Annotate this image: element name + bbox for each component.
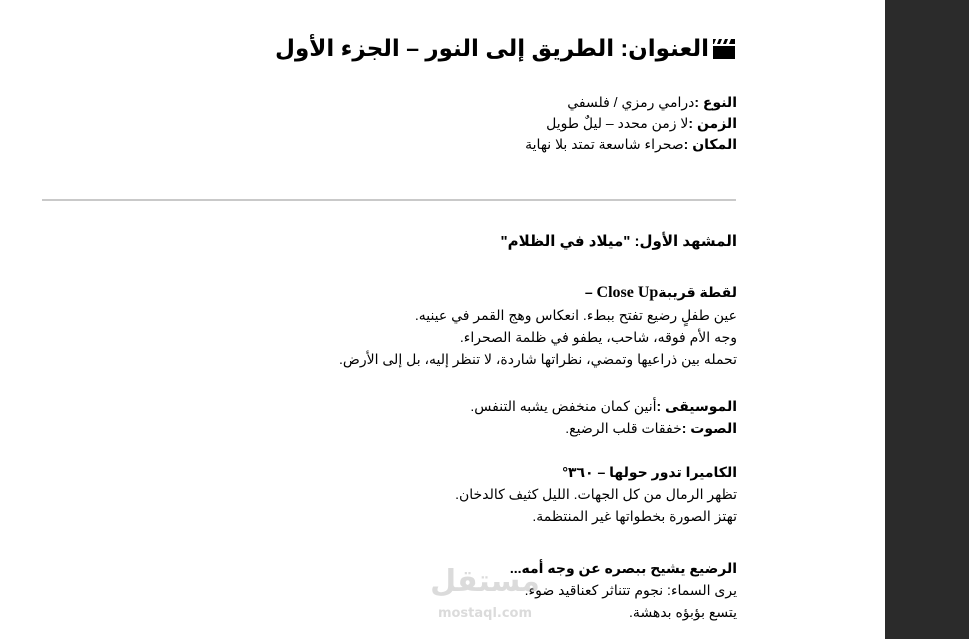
camera-heading: الكاميرا تدور حولها – ٣٦٠°	[562, 464, 737, 480]
shot-section	[339, 281, 737, 370]
shot-line: عين طفلٍ رضيع تفتح ببطء. انعكاس وهج القمر في عينيه.	[414, 307, 737, 323]
shot-heading-arabic: لقطة قريبة	[658, 284, 737, 300]
music-value: أنين كمان منخفض يشبه التنفس.	[470, 398, 657, 414]
shot-heading-english: Close Up	[596, 284, 659, 301]
clapperboard-icon	[711, 35, 737, 61]
meta-time-key: الزمن :	[688, 115, 737, 131]
watermark-english: mostaql.com	[437, 606, 533, 621]
baby-line: يرى السماء: نجوم تتناثر كعناقيد ضوء.	[524, 582, 737, 598]
baby-heading: الرضيع يشيح ببصره عن وجه أمه...	[509, 560, 737, 576]
sound-key: الصوت :	[681, 420, 737, 436]
meta-genre-value: درامي رمزي / فلسفي	[567, 94, 695, 110]
shot-line: تحمله بين ذراعيها وتمضي، نظراتها شاردة، لا تنظر إليه، بل إلى الأرض.	[339, 351, 737, 367]
metadata-block	[525, 92, 737, 155]
camera-section	[455, 461, 737, 527]
music-line	[470, 395, 737, 417]
shot-heading-dash: –	[584, 284, 597, 300]
meta-time	[525, 113, 737, 134]
meta-place-value: صحراء شاسعة تمتد بلا نهاية	[525, 136, 684, 152]
meta-place	[525, 134, 737, 155]
scene-title: المشهد الأول: "ميلاد في الظلام"	[500, 233, 737, 250]
sound-line	[470, 417, 737, 439]
shot-line: وجه الأم فوقه، شاحب، يطفو في ظلمة الصحراء.	[459, 329, 737, 345]
sound-section	[470, 395, 737, 439]
sound-value: خفقات قلب الرضيع.	[565, 420, 682, 436]
camera-line: تهتز الصورة بخطواتها غير المنتظمة.	[532, 508, 737, 524]
camera-line: تظهر الرمال من كل الجهات. الليل كثيف كالدخان.	[455, 486, 737, 502]
document-title: العنوان: الطريق إلى النور – الجزء الأول	[274, 35, 709, 61]
document-title-row	[275, 30, 737, 66]
baby-line: يتسع بؤبؤه بدهشة.	[629, 604, 737, 620]
baby-section	[510, 557, 737, 623]
side-panel	[885, 0, 969, 639]
meta-time-value: لا زمن محدد – ليلٌ طويل	[546, 115, 689, 131]
meta-place-key: المكان :	[683, 136, 737, 152]
watermark-arabic: مستقل	[430, 564, 540, 599]
meta-genre	[525, 92, 737, 113]
horizontal-divider	[42, 199, 736, 201]
music-key: الموسيقى :	[656, 398, 737, 414]
shot-heading	[339, 281, 737, 304]
meta-genre-key: النوع :	[694, 94, 737, 110]
